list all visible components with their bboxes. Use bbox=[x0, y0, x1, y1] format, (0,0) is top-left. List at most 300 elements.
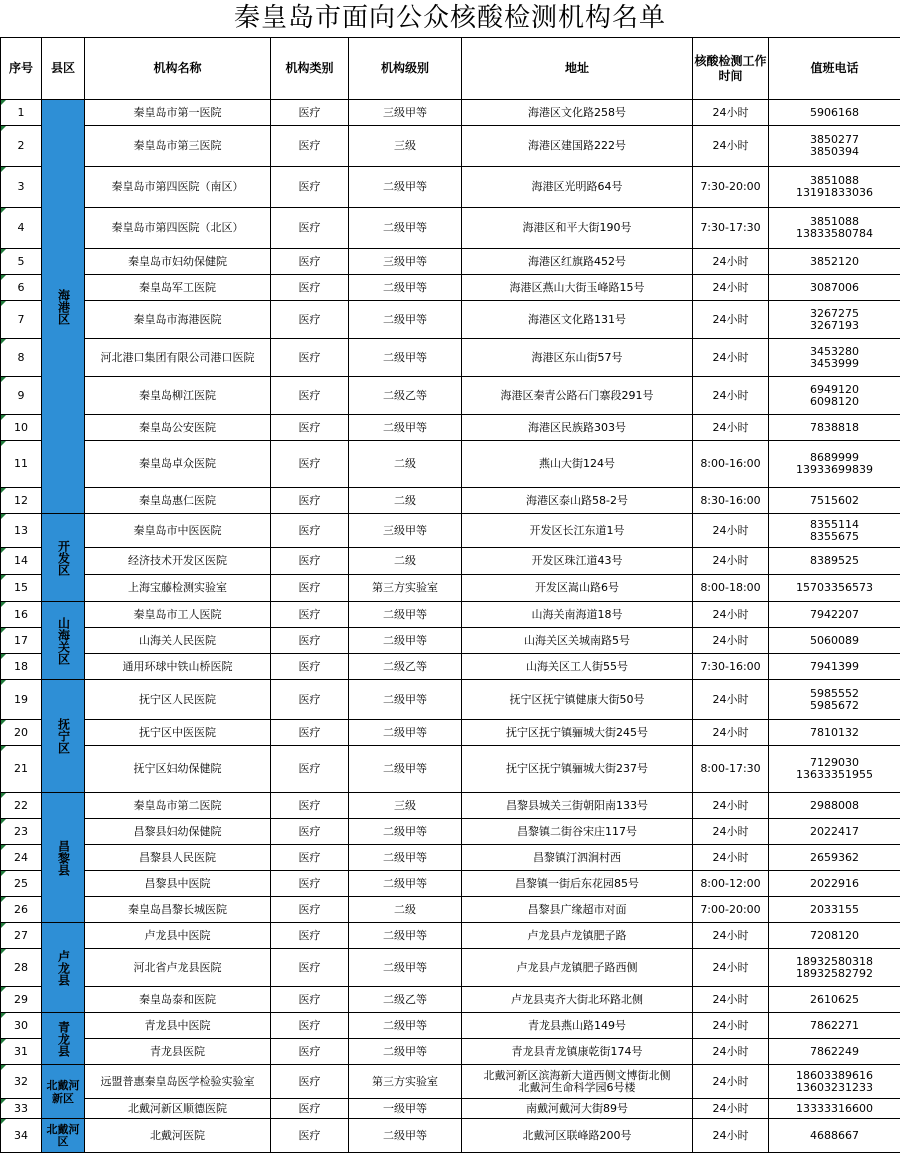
cell-hours: 24小时 bbox=[693, 249, 769, 275]
cell-hours: 8:30-16:00 bbox=[693, 488, 769, 514]
institution-table bbox=[0, 37, 900, 1153]
district-cell: 海港区 bbox=[42, 100, 85, 514]
phone-line: 3453280 bbox=[769, 346, 900, 358]
district-cell: 卢龙县 bbox=[42, 923, 85, 1013]
cell-type: 医疗 bbox=[271, 602, 349, 628]
cell-address: 燕山大街124号 bbox=[462, 441, 693, 488]
cell-address bbox=[462, 1065, 693, 1099]
cell-level: 二级乙等 bbox=[349, 654, 462, 680]
cell-phone bbox=[769, 680, 900, 720]
cell-type: 医疗 bbox=[271, 488, 349, 514]
cell-name: 山海关人民医院 bbox=[85, 628, 271, 654]
cell-type: 医疗 bbox=[271, 167, 349, 208]
cell-type: 医疗 bbox=[271, 654, 349, 680]
phone-line: 3453999 bbox=[769, 358, 900, 370]
cell-seq: 16 bbox=[1, 602, 42, 628]
table-row bbox=[1, 845, 900, 871]
cell-name: 昌黎县中医院 bbox=[85, 871, 271, 897]
cell-address: 海港区和平大街190号 bbox=[462, 208, 693, 249]
cell-hours: 24小时 bbox=[693, 793, 769, 819]
cell-phone: 7208120 bbox=[769, 923, 900, 949]
cell-level: 二级甲等 bbox=[349, 628, 462, 654]
table-row bbox=[1, 923, 900, 949]
cell-name: 秦皇岛市第三医院 bbox=[85, 126, 271, 167]
table-row bbox=[1, 249, 900, 275]
cell-seq: 1 bbox=[1, 100, 42, 126]
phone-line: 3850277 bbox=[769, 134, 900, 146]
table-row bbox=[1, 575, 900, 602]
cell-name: 青龙县中医院 bbox=[85, 1013, 271, 1039]
cell-seq: 2 bbox=[1, 126, 42, 167]
table-row bbox=[1, 1119, 900, 1153]
cell-address: 昌黎镇汀泗涧村西 bbox=[462, 845, 693, 871]
cell-name: 北戴河医院 bbox=[85, 1119, 271, 1153]
cell-hours: 24小时 bbox=[693, 949, 769, 987]
cell-type: 医疗 bbox=[271, 275, 349, 301]
cell-name: 秦皇岛公安医院 bbox=[85, 415, 271, 441]
cell-level: 第三方实验室 bbox=[349, 575, 462, 602]
phone-line: 13833580784 bbox=[769, 228, 900, 240]
phone-line: 5985672 bbox=[769, 700, 900, 712]
cell-hours: 24小时 bbox=[693, 1039, 769, 1065]
cell-name: 昌黎县人民医院 bbox=[85, 845, 271, 871]
cell-name: 秦皇岛惠仁医院 bbox=[85, 488, 271, 514]
cell-address: 开发区长江东道1号 bbox=[462, 514, 693, 548]
table-row bbox=[1, 1039, 900, 1065]
district-cell: 北戴河新区 bbox=[42, 1065, 85, 1119]
cell-hours: 24小时 bbox=[693, 923, 769, 949]
cell-seq: 5 bbox=[1, 249, 42, 275]
cell-level: 二级甲等 bbox=[349, 949, 462, 987]
table-row bbox=[1, 654, 900, 680]
cell-name: 经济技术开发区医院 bbox=[85, 548, 271, 575]
cell-phone bbox=[769, 339, 900, 377]
table-row bbox=[1, 793, 900, 819]
cell-hours: 24小时 bbox=[693, 720, 769, 746]
cell-hours: 8:00-18:00 bbox=[693, 575, 769, 602]
cell-name: 秦皇岛卓众医院 bbox=[85, 441, 271, 488]
header-district: 县区 bbox=[42, 38, 85, 100]
cell-level: 二级乙等 bbox=[349, 377, 462, 415]
table-row bbox=[1, 987, 900, 1013]
cell-seq: 34 bbox=[1, 1119, 42, 1153]
cell-phone: 7862249 bbox=[769, 1039, 900, 1065]
cell-level: 二级 bbox=[349, 897, 462, 923]
district-cell: 山海关区 bbox=[42, 602, 85, 680]
cell-type: 医疗 bbox=[271, 1065, 349, 1099]
cell-hours: 24小时 bbox=[693, 1119, 769, 1153]
cell-seq: 17 bbox=[1, 628, 42, 654]
phone-line: 6098120 bbox=[769, 396, 900, 408]
cell-level: 一级甲等 bbox=[349, 1099, 462, 1119]
cell-type: 医疗 bbox=[271, 1013, 349, 1039]
cell-level: 第三方实验室 bbox=[349, 1065, 462, 1099]
cell-name: 抚宁区人民医院 bbox=[85, 680, 271, 720]
cell-seq: 31 bbox=[1, 1039, 42, 1065]
table-row bbox=[1, 377, 900, 415]
phone-line: 3267193 bbox=[769, 320, 900, 332]
cell-name: 秦皇岛市中医医院 bbox=[85, 514, 271, 548]
cell-name: 上海宝藤检测实验室 bbox=[85, 575, 271, 602]
cell-level: 二级甲等 bbox=[349, 301, 462, 339]
cell-hours: 24小时 bbox=[693, 548, 769, 575]
cell-hours: 24小时 bbox=[693, 275, 769, 301]
cell-hours: 24小时 bbox=[693, 1065, 769, 1099]
cell-level: 二级 bbox=[349, 548, 462, 575]
table-row bbox=[1, 126, 900, 167]
table-row bbox=[1, 897, 900, 923]
phone-line: 13633351955 bbox=[769, 769, 900, 781]
address-line: 北戴河新区滨海新大道西侧文博街北侧 bbox=[462, 1070, 692, 1082]
cell-name: 秦皇岛市海港医院 bbox=[85, 301, 271, 339]
phone-line: 3267275 bbox=[769, 308, 900, 320]
cell-hours: 7:30-20:00 bbox=[693, 167, 769, 208]
cell-type: 医疗 bbox=[271, 548, 349, 575]
phone-line: 18932580318 bbox=[769, 956, 900, 968]
cell-name: 卢龙县中医院 bbox=[85, 923, 271, 949]
cell-address: 抚宁区抚宁镇骊城大街237号 bbox=[462, 746, 693, 793]
cell-address: 昌黎县城关三街朝阳南133号 bbox=[462, 793, 693, 819]
cell-level: 二级甲等 bbox=[349, 1013, 462, 1039]
cell-phone: 7515602 bbox=[769, 488, 900, 514]
cell-name: 抚宁区中医医院 bbox=[85, 720, 271, 746]
district-cell: 北戴河区 bbox=[42, 1119, 85, 1153]
cell-hours: 24小时 bbox=[693, 377, 769, 415]
cell-type: 医疗 bbox=[271, 1039, 349, 1065]
table-row bbox=[1, 275, 900, 301]
cell-level: 二级甲等 bbox=[349, 602, 462, 628]
cell-address: 抚宁区抚宁镇骊城大街245号 bbox=[462, 720, 693, 746]
cell-type: 医疗 bbox=[271, 339, 349, 377]
table-row bbox=[1, 167, 900, 208]
cell-level: 三级 bbox=[349, 126, 462, 167]
cell-level: 二级甲等 bbox=[349, 167, 462, 208]
phone-line: 13933699839 bbox=[769, 464, 900, 476]
table-row bbox=[1, 1099, 900, 1119]
cell-level: 二级甲等 bbox=[349, 1119, 462, 1153]
cell-address: 北戴河区联峰路200号 bbox=[462, 1119, 693, 1153]
cell-level: 二级甲等 bbox=[349, 339, 462, 377]
phone-line: 13191833036 bbox=[769, 187, 900, 199]
header-level: 机构级别 bbox=[349, 38, 462, 100]
cell-type: 医疗 bbox=[271, 514, 349, 548]
header-address: 地址 bbox=[462, 38, 693, 100]
cell-type: 医疗 bbox=[271, 819, 349, 845]
cell-phone: 2610625 bbox=[769, 987, 900, 1013]
cell-name: 秦皇岛柳江医院 bbox=[85, 377, 271, 415]
cell-level: 二级甲等 bbox=[349, 1039, 462, 1065]
table-row bbox=[1, 1013, 900, 1039]
cell-phone: 13333316600 bbox=[769, 1099, 900, 1119]
phone-line: 18932582792 bbox=[769, 968, 900, 980]
cell-type: 医疗 bbox=[271, 301, 349, 339]
district-cell: 昌黎县 bbox=[42, 793, 85, 923]
cell-level: 二级甲等 bbox=[349, 680, 462, 720]
cell-phone bbox=[769, 167, 900, 208]
cell-phone bbox=[769, 746, 900, 793]
cell-seq: 14 bbox=[1, 548, 42, 575]
cell-address: 海港区民族路303号 bbox=[462, 415, 693, 441]
header-seq: 序号 bbox=[1, 38, 42, 100]
cell-phone bbox=[769, 208, 900, 249]
cell-hours: 7:30-17:30 bbox=[693, 208, 769, 249]
cell-level: 二级甲等 bbox=[349, 871, 462, 897]
cell-hours: 8:00-16:00 bbox=[693, 441, 769, 488]
cell-seq: 19 bbox=[1, 680, 42, 720]
cell-level: 二级 bbox=[349, 488, 462, 514]
cell-level: 二级甲等 bbox=[349, 923, 462, 949]
cell-hours: 24小时 bbox=[693, 301, 769, 339]
cell-phone: 2659362 bbox=[769, 845, 900, 871]
cell-name: 北戴河新区顺德医院 bbox=[85, 1099, 271, 1119]
district-cell: 青龙县 bbox=[42, 1013, 85, 1065]
cell-type: 医疗 bbox=[271, 923, 349, 949]
cell-type: 医疗 bbox=[271, 249, 349, 275]
cell-level: 二级甲等 bbox=[349, 720, 462, 746]
cell-hours: 24小时 bbox=[693, 514, 769, 548]
phone-line: 3851088 bbox=[769, 175, 900, 187]
cell-address: 昌黎镇一街后东花园85号 bbox=[462, 871, 693, 897]
cell-type: 医疗 bbox=[271, 987, 349, 1013]
cell-level: 二级甲等 bbox=[349, 208, 462, 249]
cell-seq: 11 bbox=[1, 441, 42, 488]
cell-seq: 22 bbox=[1, 793, 42, 819]
cell-address: 昌黎镇二街谷宋庄117号 bbox=[462, 819, 693, 845]
cell-type: 医疗 bbox=[271, 720, 349, 746]
cell-phone: 2022916 bbox=[769, 871, 900, 897]
cell-type: 医疗 bbox=[271, 208, 349, 249]
cell-phone: 7942207 bbox=[769, 602, 900, 628]
cell-phone: 7862271 bbox=[769, 1013, 900, 1039]
cell-phone bbox=[769, 377, 900, 415]
cell-hours: 24小时 bbox=[693, 1013, 769, 1039]
cell-type: 医疗 bbox=[271, 845, 349, 871]
cell-phone bbox=[769, 301, 900, 339]
cell-type: 医疗 bbox=[271, 100, 349, 126]
cell-seq: 29 bbox=[1, 987, 42, 1013]
cell-seq: 33 bbox=[1, 1099, 42, 1119]
phone-line: 8689999 bbox=[769, 452, 900, 464]
cell-phone: 4688667 bbox=[769, 1119, 900, 1153]
cell-address: 海港区文化路131号 bbox=[462, 301, 693, 339]
table-row bbox=[1, 720, 900, 746]
cell-seq: 8 bbox=[1, 339, 42, 377]
cell-address: 青龙县青龙镇康乾街174号 bbox=[462, 1039, 693, 1065]
cell-address: 南戴河戴河大街89号 bbox=[462, 1099, 693, 1119]
cell-seq: 27 bbox=[1, 923, 42, 949]
cell-address: 卢龙县夷齐大街北环路北侧 bbox=[462, 987, 693, 1013]
cell-type: 医疗 bbox=[271, 1119, 349, 1153]
cell-phone bbox=[769, 514, 900, 548]
cell-seq: 6 bbox=[1, 275, 42, 301]
cell-phone: 7838818 bbox=[769, 415, 900, 441]
table-row bbox=[1, 871, 900, 897]
cell-level: 二级甲等 bbox=[349, 415, 462, 441]
cell-level: 二级甲等 bbox=[349, 819, 462, 845]
cell-hours: 24小时 bbox=[693, 987, 769, 1013]
district-cell: 开发区 bbox=[42, 514, 85, 602]
cell-phone bbox=[769, 949, 900, 987]
cell-level: 二级乙等 bbox=[349, 987, 462, 1013]
cell-hours: 24小时 bbox=[693, 845, 769, 871]
cell-seq: 20 bbox=[1, 720, 42, 746]
cell-address: 海港区燕山大街玉峰路15号 bbox=[462, 275, 693, 301]
cell-address: 抚宁区抚宁镇健康大街50号 bbox=[462, 680, 693, 720]
cell-level: 二级 bbox=[349, 441, 462, 488]
cell-level: 三级 bbox=[349, 793, 462, 819]
cell-seq: 10 bbox=[1, 415, 42, 441]
address-line: 北戴河生命科学园6号楼 bbox=[462, 1082, 692, 1094]
cell-type: 医疗 bbox=[271, 575, 349, 602]
cell-address: 山海关区关城南路5号 bbox=[462, 628, 693, 654]
table-row bbox=[1, 100, 900, 126]
cell-address: 山海关区工人街55号 bbox=[462, 654, 693, 680]
cell-hours: 24小时 bbox=[693, 1099, 769, 1119]
phone-line: 7129030 bbox=[769, 757, 900, 769]
cell-name: 远盟普惠秦皇岛医学检验实验室 bbox=[85, 1065, 271, 1099]
cell-address: 卢龙县卢龙镇肥子路 bbox=[462, 923, 693, 949]
cell-address: 青龙县燕山路149号 bbox=[462, 1013, 693, 1039]
phone-line: 5985552 bbox=[769, 688, 900, 700]
header-hours: 核酸检测工作时间 bbox=[693, 38, 769, 100]
cell-type: 医疗 bbox=[271, 871, 349, 897]
cell-hours: 7:30-16:00 bbox=[693, 654, 769, 680]
table-row bbox=[1, 602, 900, 628]
cell-type: 医疗 bbox=[271, 746, 349, 793]
table-row bbox=[1, 746, 900, 793]
cell-name: 青龙县医院 bbox=[85, 1039, 271, 1065]
cell-address: 海港区文化路258号 bbox=[462, 100, 693, 126]
cell-name: 秦皇岛昌黎长城医院 bbox=[85, 897, 271, 923]
table-row bbox=[1, 415, 900, 441]
cell-address: 开发区珠江道43号 bbox=[462, 548, 693, 575]
cell-hours: 8:00-12:00 bbox=[693, 871, 769, 897]
cell-seq: 4 bbox=[1, 208, 42, 249]
cell-seq: 25 bbox=[1, 871, 42, 897]
cell-phone: 15703356573 bbox=[769, 575, 900, 602]
cell-type: 医疗 bbox=[271, 126, 349, 167]
cell-seq: 9 bbox=[1, 377, 42, 415]
cell-address: 开发区嵩山路6号 bbox=[462, 575, 693, 602]
phone-line: 8355114 bbox=[769, 519, 900, 531]
cell-type: 医疗 bbox=[271, 897, 349, 923]
header-type: 机构类别 bbox=[271, 38, 349, 100]
cell-name: 秦皇岛市妇幼保健院 bbox=[85, 249, 271, 275]
cell-hours: 24小时 bbox=[693, 415, 769, 441]
cell-seq: 15 bbox=[1, 575, 42, 602]
cell-phone: 8389525 bbox=[769, 548, 900, 575]
cell-phone: 2988008 bbox=[769, 793, 900, 819]
cell-address: 山海关南海道18号 bbox=[462, 602, 693, 628]
cell-address: 卢龙县卢龙镇肥子路西侧 bbox=[462, 949, 693, 987]
cell-name: 河北港口集团有限公司港口医院 bbox=[85, 339, 271, 377]
cell-hours: 24小时 bbox=[693, 680, 769, 720]
cell-level: 三级甲等 bbox=[349, 100, 462, 126]
cell-seq: 12 bbox=[1, 488, 42, 514]
cell-hours: 7:00-20:00 bbox=[693, 897, 769, 923]
cell-type: 医疗 bbox=[271, 441, 349, 488]
cell-address: 海港区建国路222号 bbox=[462, 126, 693, 167]
cell-name: 河北省卢龙县医院 bbox=[85, 949, 271, 987]
cell-seq: 13 bbox=[1, 514, 42, 548]
cell-hours: 24小时 bbox=[693, 126, 769, 167]
table-row bbox=[1, 488, 900, 514]
table-row bbox=[1, 949, 900, 987]
table-row bbox=[1, 208, 900, 249]
cell-hours: 24小时 bbox=[693, 628, 769, 654]
page-title: 秦皇岛市面向公众核酸检测机构名单 bbox=[0, 0, 900, 37]
cell-hours: 24小时 bbox=[693, 819, 769, 845]
cell-phone bbox=[769, 1065, 900, 1099]
cell-phone: 2022417 bbox=[769, 819, 900, 845]
cell-seq: 30 bbox=[1, 1013, 42, 1039]
cell-hours: 24小时 bbox=[693, 100, 769, 126]
cell-level: 二级甲等 bbox=[349, 746, 462, 793]
cell-type: 医疗 bbox=[271, 415, 349, 441]
cell-name: 秦皇岛市第一医院 bbox=[85, 100, 271, 126]
cell-phone: 7941399 bbox=[769, 654, 900, 680]
cell-name: 秦皇岛军工医院 bbox=[85, 275, 271, 301]
cell-level: 二级甲等 bbox=[349, 275, 462, 301]
cell-seq: 23 bbox=[1, 819, 42, 845]
cell-address: 海港区泰山路58-2号 bbox=[462, 488, 693, 514]
cell-hours: 8:00-17:30 bbox=[693, 746, 769, 793]
cell-type: 医疗 bbox=[271, 628, 349, 654]
cell-level: 二级甲等 bbox=[349, 845, 462, 871]
cell-phone: 3852120 bbox=[769, 249, 900, 275]
phone-line: 18603389616 bbox=[769, 1070, 900, 1082]
cell-seq: 26 bbox=[1, 897, 42, 923]
cell-seq: 24 bbox=[1, 845, 42, 871]
cell-seq: 32 bbox=[1, 1065, 42, 1099]
phone-line: 6949120 bbox=[769, 384, 900, 396]
phone-line: 3850394 bbox=[769, 146, 900, 158]
table-row bbox=[1, 680, 900, 720]
table-row bbox=[1, 339, 900, 377]
cell-phone: 2033155 bbox=[769, 897, 900, 923]
phone-line: 3851088 bbox=[769, 216, 900, 228]
cell-name: 昌黎县妇幼保健院 bbox=[85, 819, 271, 845]
cell-address: 海港区秦青公路石门寨段291号 bbox=[462, 377, 693, 415]
header-name: 机构名称 bbox=[85, 38, 271, 100]
cell-phone bbox=[769, 126, 900, 167]
cell-seq: 3 bbox=[1, 167, 42, 208]
table-row bbox=[1, 1065, 900, 1099]
cell-address: 海港区东山街57号 bbox=[462, 339, 693, 377]
cell-type: 医疗 bbox=[271, 1099, 349, 1119]
cell-type: 医疗 bbox=[271, 377, 349, 415]
cell-type: 医疗 bbox=[271, 680, 349, 720]
header-phone: 值班电话 bbox=[769, 38, 900, 100]
cell-hours: 24小时 bbox=[693, 602, 769, 628]
cell-type: 医疗 bbox=[271, 793, 349, 819]
table-row bbox=[1, 301, 900, 339]
cell-phone bbox=[769, 441, 900, 488]
table-row bbox=[1, 628, 900, 654]
cell-type: 医疗 bbox=[271, 949, 349, 987]
cell-seq: 28 bbox=[1, 949, 42, 987]
cell-seq: 7 bbox=[1, 301, 42, 339]
cell-name: 秦皇岛泰和医院 bbox=[85, 987, 271, 1013]
table-row bbox=[1, 441, 900, 488]
cell-phone: 5906168 bbox=[769, 100, 900, 126]
cell-name: 抚宁区妇幼保健院 bbox=[85, 746, 271, 793]
cell-name: 通用环球中铁山桥医院 bbox=[85, 654, 271, 680]
cell-seq: 21 bbox=[1, 746, 42, 793]
header-row bbox=[1, 38, 900, 100]
cell-phone: 5060089 bbox=[769, 628, 900, 654]
cell-hours: 24小时 bbox=[693, 339, 769, 377]
